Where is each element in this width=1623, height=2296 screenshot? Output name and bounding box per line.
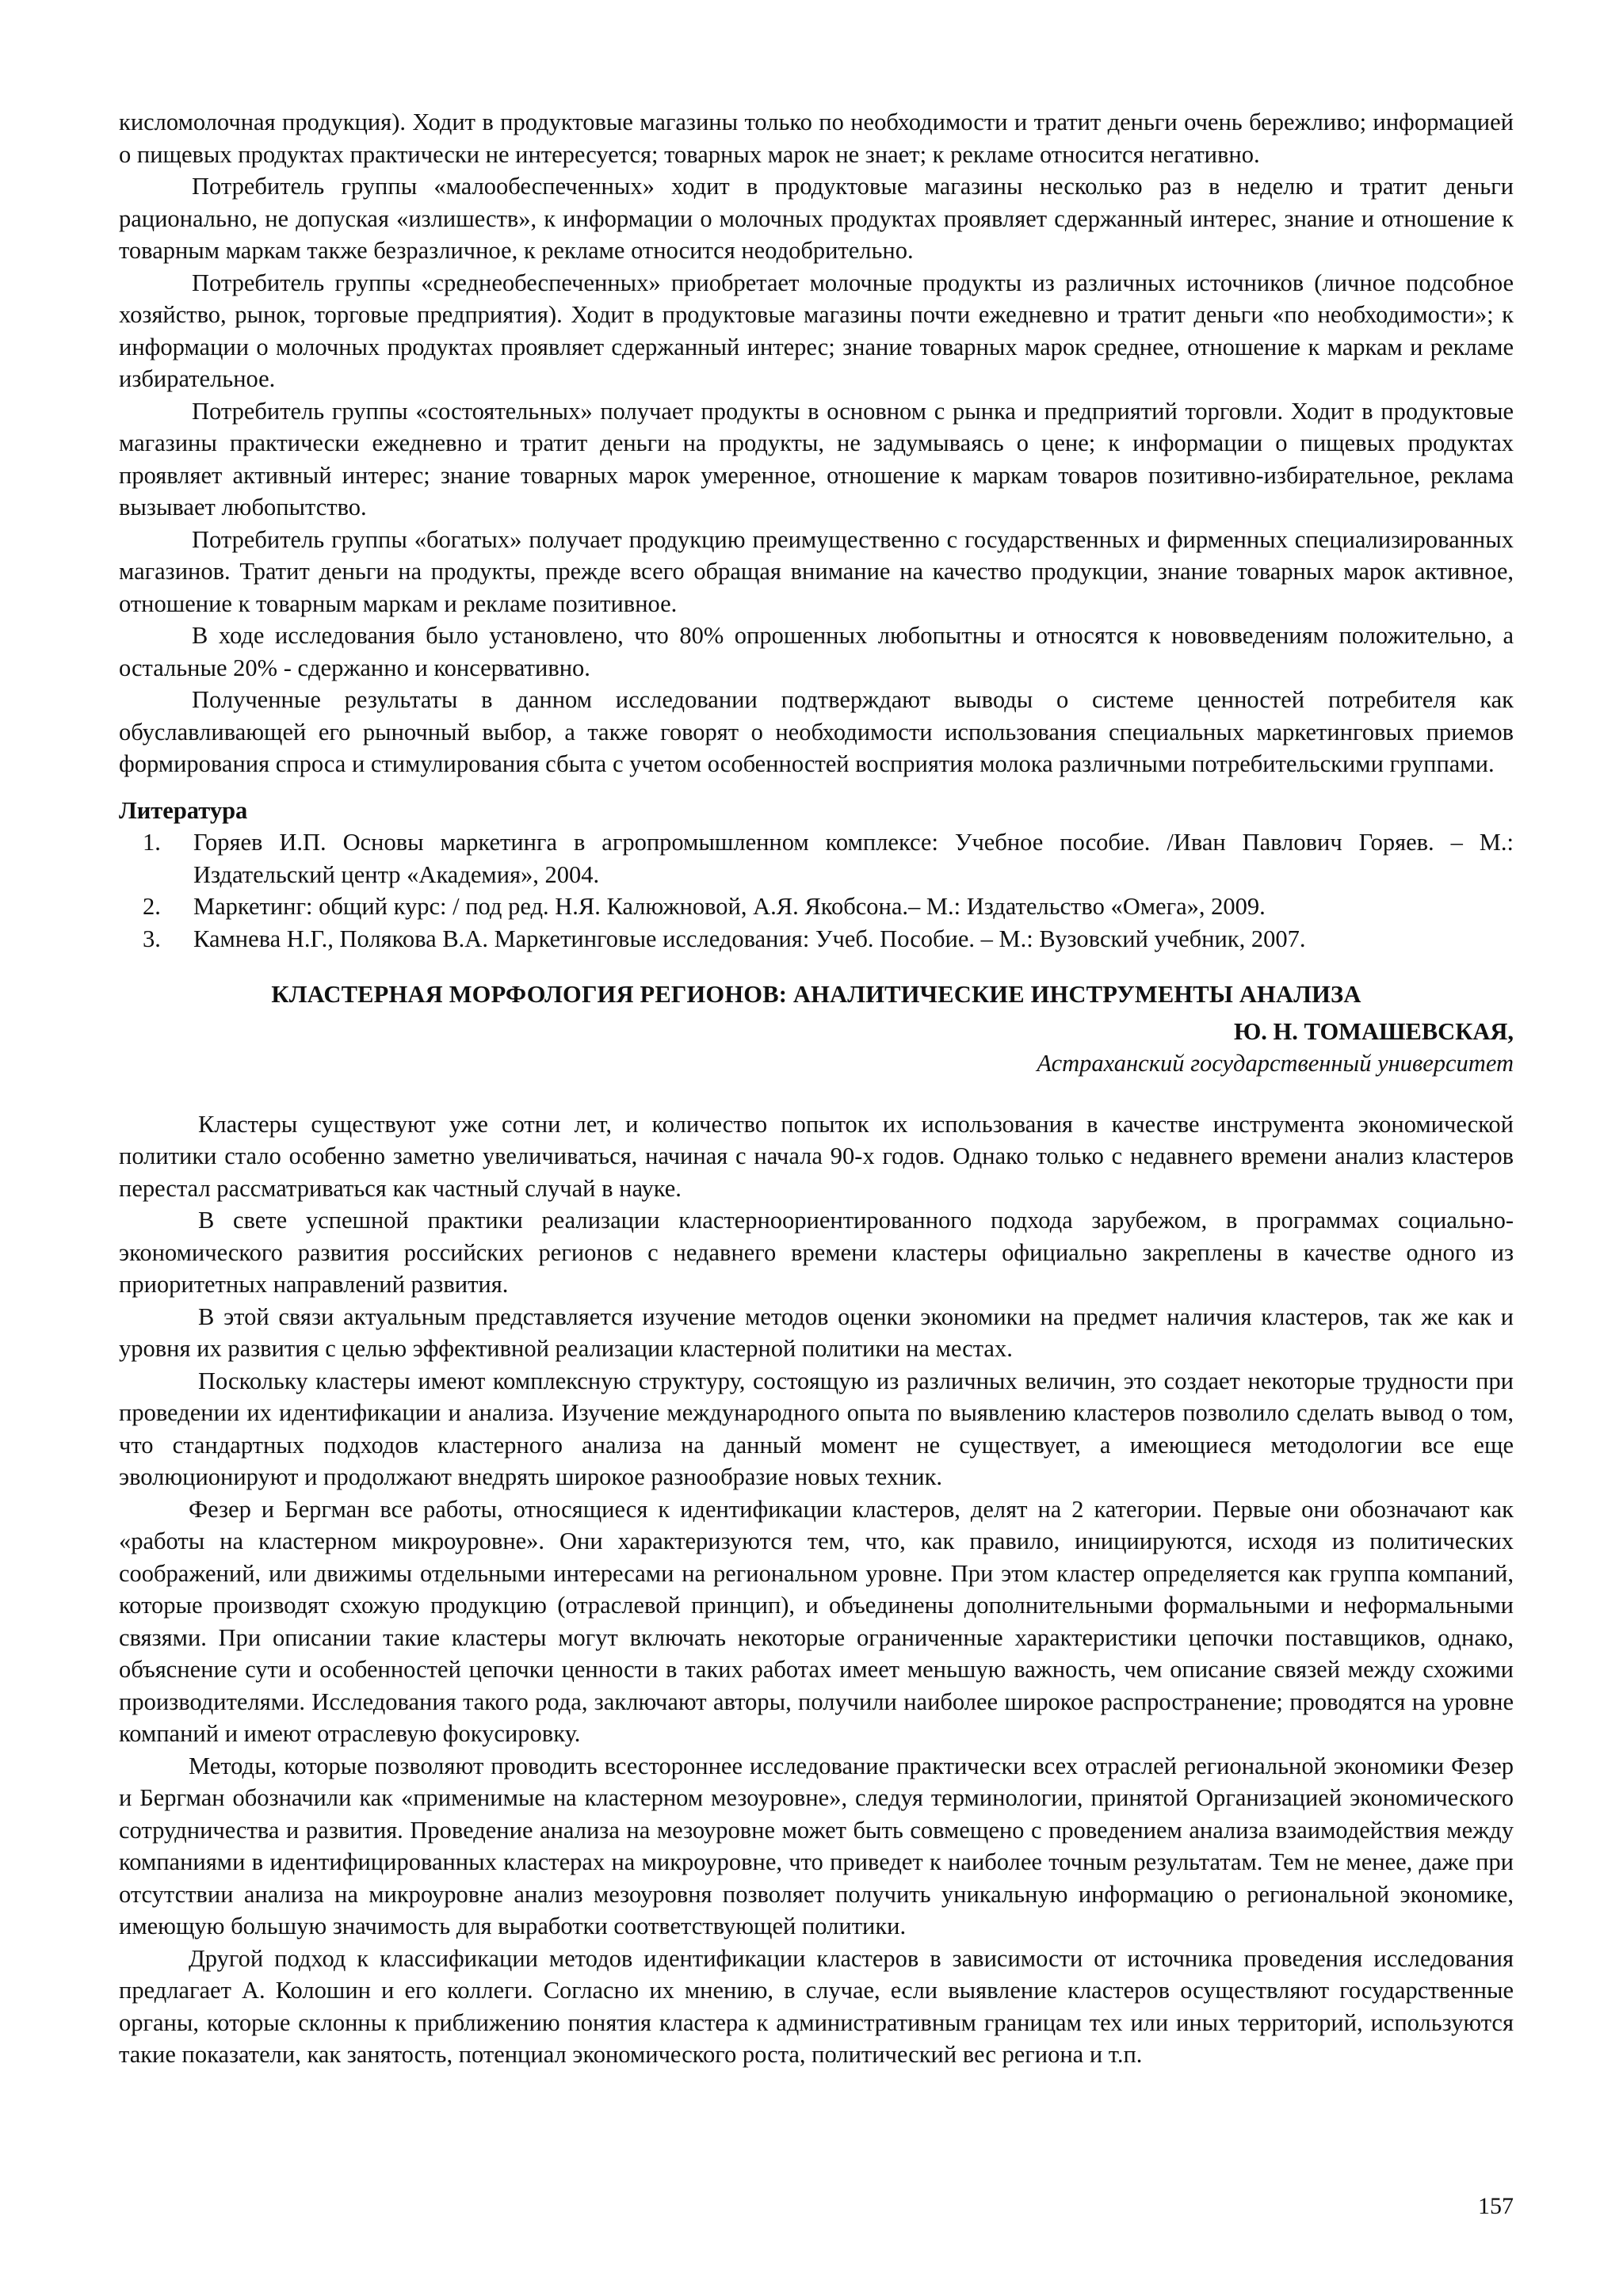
paragraph: В ходе исследования было установлено, что 80% опрошенных любопытны и относятся к нововведениям положительно, а остальные 20% - сдержанно и консервативно.	[119, 622, 1514, 681]
paragraph: В свете успешной практики реализации кластерноориентированного подхода зарубежом, в программах социально-экономического развития российских регионов с недавнего времени кластеры официально закреплены в качестве одного из приоритетных направлений развития.	[119, 1207, 1514, 1298]
reference-item	[119, 826, 1514, 891]
paragraph: Кластеры существуют уже сотни лет, и количество попыток их использования в качестве инструмента экономической политики стало особенно заметно увеличиваться, начиная с начала 90-х годов. Однако только с недавнего времени анализ кластеров перестал рассматриваться как частный случай в науке.	[119, 1110, 1514, 1202]
reference-list	[119, 826, 1514, 955]
reference-text: Камнева Н.Г., Полякова В.А. Маркетинговые исследования: Учеб. Пособие. – М.: Вузовский учебник, 2007.	[193, 925, 1306, 952]
paragraph: Потребитель группы «богатых» получает продукцию преимущественно с государственных и фирменных специализированных магазинов. Тратит деньги на продукты, прежде всего обращая внимание на качество продукции, знание товарных марок активное, отношение к товарным маркам и рекламе позитивное.	[119, 525, 1514, 617]
article-author: Ю. Н. ТОМАШЕВСКАЯ,	[1233, 1017, 1514, 1045]
reference-number: 1.	[143, 829, 161, 856]
paragraph: Потребитель группы «среднеобеспеченных» приобретает молочные продукты из различных источников (личное подсобное хозяйство, рынок, торговые предприятия). Ходит в продуктовые магазины почти ежедневно и тратит деньги «по необходимости»; к информации о молочных продуктах проявляет сдержанный интерес; знание товарных марок среднее, отношение к маркам и рекламе избирательное.	[119, 269, 1514, 392]
paragraph: В этой связи актуальным представляется изучение методов оценки экономики на предмет наличия кластеров, так же как и уровня их развития с целью эффективной реализации кластерной политики на местах.	[119, 1302, 1514, 1362]
paragraph: Фезер и Бергман все работы, относящиеся к идентификации кластеров, делят на 2 категории. Первые они обозначают как «работы на кластерном микроуровне». Они характеризуются тем, что, как правило, инициируются, исходя из политических соображений, или движимы отдельными интересами на региональном уровне. При этом кластер определяется как группа компаний, которые производят схожую продукцию (отраслевой принцип), и объединены дополнительными формальными и неформальными связями. При описании такие кластеры могут включать некоторые ограниченные характеристики цепочки поставщиков, однако, объяснение сути и особенностей цепочки ценности в таких работах имеет меньшую важность, чем описание связей между схожими производителями. Исследования такого рода, заключают авторы, получили наиболее широкое распространение; проводятся на уровне компаний и имеют отраслевую фокусировку.	[119, 1495, 1514, 1747]
reference-item	[119, 923, 1514, 955]
reference-item	[119, 891, 1514, 923]
paragraph: Потребитель группы «малообеспеченных» ходит в продуктовые магазины несколько раз в неделю и тратит деньги рационально, не допуская «излишеств», к информации о молочных продуктах проявляет сдержанный интерес, знание и отношение к товарным маркам также безразличное, к рекламе относится неодобрительно.	[119, 173, 1514, 264]
literature-heading: Литература	[119, 796, 248, 824]
paragraph: кисломолочная продукция). Ходит в продуктовые магазины только по необходимости и тратит деньги очень бережливо; информацией о пищевых продуктах практически не интересуется; товарных марок не знает; к рекламе относится негативно.	[119, 109, 1514, 168]
intro-section	[119, 106, 1514, 780]
page-content	[119, 106, 1514, 2071]
paragraph: Методы, которые позволяют проводить всестороннее исследование практически всех отраслей региональной экономики Фезер и Бергман обозначили как «применимые на кластерном мезоуровне», следуя терминологии, принятой Организацией экономического сотрудничества и развития. Проведение анализа на мезоуровне может быть совмещено с проведением анализа взаимодействия между компаниями в идентифицированных кластерах на микроуровне, что приведет к наиболее точным результатам. Тем не менее, даже при отсутствии анализа на микроуровне анализ мезоуровня позволяет получить уникальную информацию о региональной экономике, имеющую большую значимость для выработки соответствующей политики.	[119, 1752, 1514, 1939]
article-body	[119, 1108, 1514, 2071]
reference-number: 3.	[143, 925, 161, 952]
reference-text: Горяев И.П. Основы маркетинга в агропромышленном комплексе: Учебное пособие. /Иван Павлович Горяев. – М.: Издательский центр «Академия», 2004.	[193, 829, 1514, 888]
paragraph: Потребитель группы «состоятельных» получает продукты в основном с рынка и предприятий торговли. Ходит в продуктовые магазины практически ежедневно и тратит деньги на продукты, не задумываясь о цене; к информации о пищевых продуктах проявляет активный интерес; знание товарных марок умеренное, отношение к маркам товаров позитивно-избирательное, реклама вызывает любопытство.	[119, 397, 1514, 521]
article-title: КЛАСТЕРНАЯ МОРФОЛОГИЯ РЕГИОНОВ: АНАЛИТИЧЕСКИЕ ИНСТРУМЕНТЫ АНАЛИЗА	[271, 981, 1361, 1008]
paragraph: Полученные результаты в данном исследовании подтверждают выводы о системе ценностей потребителя как обуславливающей его рыночный выбор, а также говорят о необходимости использования специальных маркетинговых приемов формирования спроса и стимулирования сбыта с учетом особенностей восприятия молока различными потребительскими группами.	[119, 686, 1514, 777]
author-affiliation: Астраханский государственный университет	[1037, 1050, 1514, 1077]
paragraph: Другой подход к классификации методов идентификации кластеров в зависимости от источника проведения исследования предлагает А. Колошин и его коллеги. Согласно их мнению, в случае, если выявление кластеров осуществляют государственные органы, которые склонны к приближению понятия кластера к административным границам тех или иных территорий, используются такие показатели, как занятость, потенциал экономического роста, политический вес региона и т.п.	[119, 1944, 1514, 2068]
page-number: 157	[1478, 2193, 1514, 2219]
paragraph: Поскольку кластеры имеют комплексную структуру, состоящую из различных величин, это создает некоторые трудности при проведении их идентификации и анализа. Изучение международного опыта по выявлению кластеров позволило сделать вывод о том, что стандартных подходов кластерного анализа на данный момент не существует, а имеющиеся методологии все еще эволюционируют и продолжают внедрять широкое разнообразие новых техник.	[119, 1367, 1514, 1490]
reference-number: 2.	[143, 893, 161, 920]
reference-text: Маркетинг: общий курс: / под ред. Н.Я. Калюжновой, А.Я. Якобсона.– М.: Издательство «Омега», 2009.	[193, 893, 1266, 920]
